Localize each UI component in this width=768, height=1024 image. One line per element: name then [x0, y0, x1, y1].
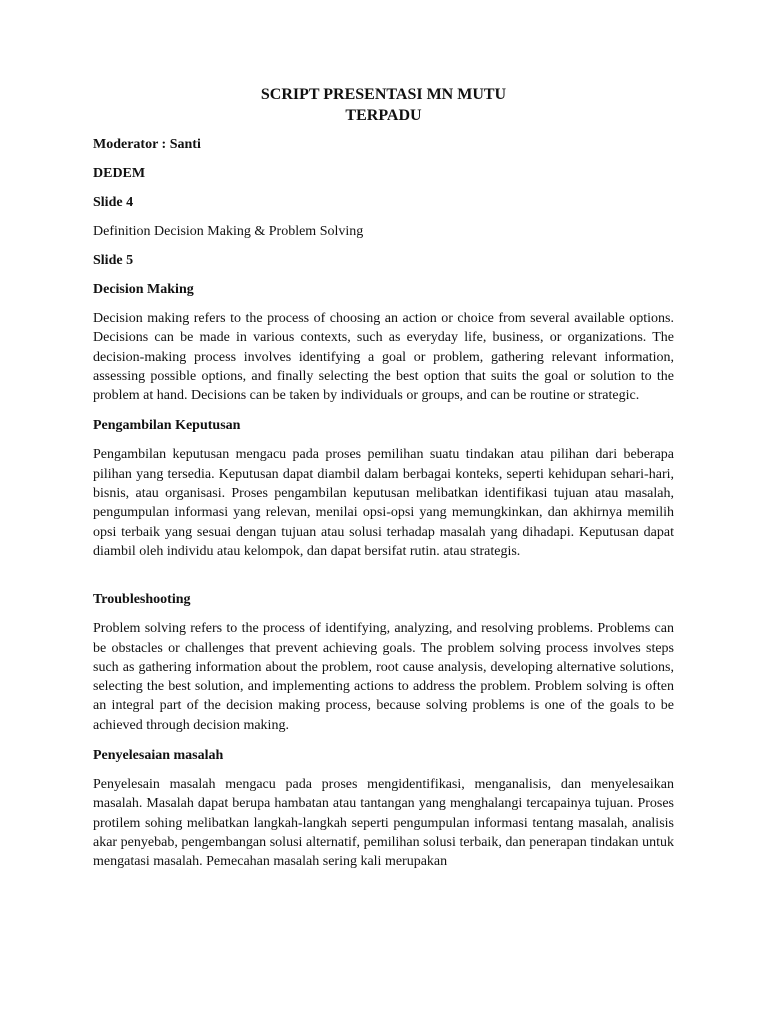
- section-body-pengambilan-keputusan: Pengambilan keputusan mengacu pada proses pemilihan suatu tindakan atau pilihan dari beberapa pilihan yang tersedia. Keputusan dapat diambil dalam berbagai konteks, seperti kehidupan sehari-hari, bisnis, atau organisasi. Proses pengambilan keputusan melibatkan identifikasi tujuan atau masalah, pengumpulan informasi yang relevan, menilai opsi-opsi yang memungkinkan, dan akhirnya memilih opsi terbaik yang sesuai dengan tujuan atau solusi terhadap masalah yang dihadapi. Keputusan dapat diambil oleh individu atau kelompok, dan dapat bersifat rutin. atau strategis.: [93, 447, 674, 559]
- slide-4-label: Slide 4: [93, 195, 134, 210]
- title-line-1: SCRIPT PRESENTASI MN MUTU: [260, 86, 507, 103]
- section-body-decision-making: Decision making refers to the process of choosing an action or choice from several available options. Decisions can be made in various contexts, such as everyday life, business, or organizations. The decision-making process involves identifying a goal or problem, gathering relevant information, assessing possible options, and finally selecting the best option that suits the goal or solution to the problem at hand. Decisions can be taken by individuals or groups, and can be routine or strategic.: [93, 311, 674, 404]
- section-heading-penyelesaian-masalah: Penyelesaian masalah: [93, 748, 224, 764]
- title-line-2: TERPADU: [345, 107, 422, 124]
- section-body-troubleshooting: Problem solving refers to the process of identifying, analyzing, and resolving problems. Problems can be obstacles or challenges that prevent achieving goals. The problem solving process involves steps such as gathering information about the problem, root cause analysis, developing alternative solutions, selecting the best solution, and implementing actions to address the problem. Problem solving is often an integral part of the decision making process, because solving problems is one of the goals to be achieved through decision making.: [93, 621, 674, 733]
- section-heading-troubleshooting: Troubleshooting: [93, 592, 191, 608]
- moderator-line: Moderator : Santi: [93, 137, 201, 152]
- document-title: [93, 84, 674, 126]
- section-spacer: [93, 572, 674, 590]
- section-body-penyelesaian-masalah: Penyelesain masalah mengacu pada proses mengidentifikasi, menganalisis, dan menyelesaikan masalah. Masalah dapat berupa hambatan atau tantangan yang menghalangi tercapainya tujuan. Proses protilem sohing melibatkan langkah-langkah seperti pengumpulan informasi tentang masalah, analisis akar penyebab, pengembangan solusi alternatif, pemilihan solusi terbaik, dan penerapan tindakan untuk mengatasi masalah. Pemecahan masalah sering kali merupakan: [93, 777, 674, 870]
- document-page: [93, 84, 674, 883]
- section-heading-pengambilan-keputusan: Pengambilan Keputusan: [93, 418, 241, 434]
- slide-4-text: Definition Decision Making & Problem Solving: [93, 224, 364, 239]
- section-heading-decision-making: Decision Making: [93, 282, 194, 297]
- slide-5-label: Slide 5: [93, 253, 134, 268]
- speaker-name: DEDEM: [93, 166, 146, 181]
